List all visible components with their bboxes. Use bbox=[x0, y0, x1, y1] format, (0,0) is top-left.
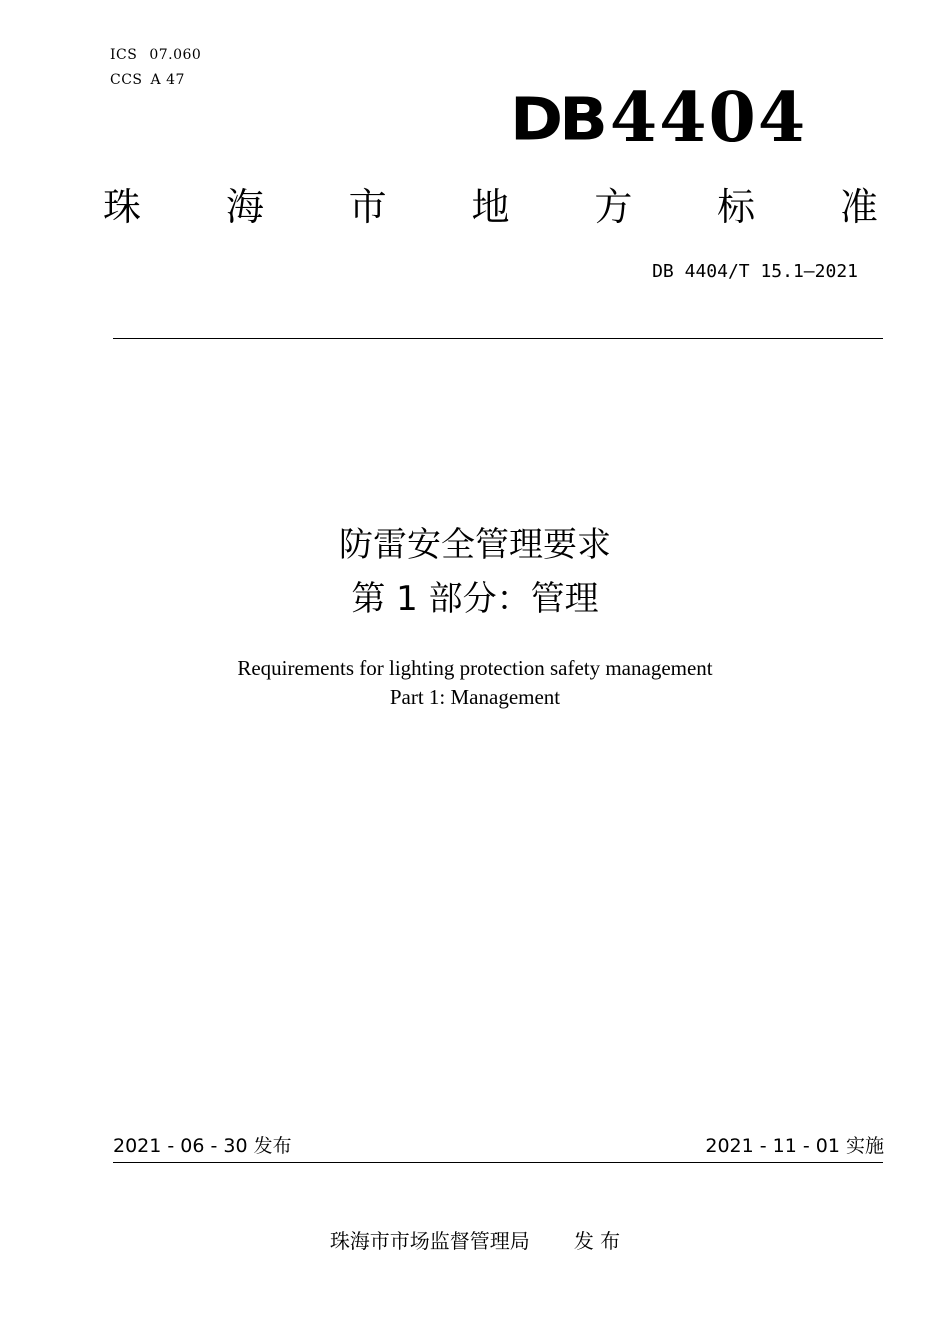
title-en-line2: Part 1: Management bbox=[389, 685, 561, 709]
standard-type-char: 珠 bbox=[103, 185, 142, 229]
publisher-action: 发 布 bbox=[573, 1229, 621, 1253]
standard-number: DB 4404/T 15.1—2021 bbox=[652, 261, 858, 282]
standard-type-heading bbox=[103, 184, 878, 230]
db-logo-letters: DB bbox=[510, 85, 604, 155]
effective-date: 2021 - 11 - 01 实施 bbox=[705, 1135, 884, 1157]
standard-type-char: 海 bbox=[225, 185, 264, 229]
publisher-name: 珠海市市场监督管理局 bbox=[329, 1229, 530, 1253]
title-block-zh bbox=[0, 518, 950, 626]
ics-label: ICS bbox=[110, 47, 138, 63]
title-zh-line1: 防雷安全管理要求 bbox=[339, 525, 611, 565]
top-divider bbox=[113, 338, 883, 339]
standard-type-char: 市 bbox=[348, 185, 387, 229]
title-block-en bbox=[0, 654, 950, 712]
title-en-line1: Requirements for lighting protection safety management bbox=[237, 656, 713, 680]
publish-date: 2021 - 06 - 30 发布 bbox=[113, 1135, 292, 1157]
ccs-label: CCS bbox=[110, 72, 143, 88]
db-logo-number: 4404 bbox=[609, 78, 808, 158]
title-zh-line2: 第 1 部分：管理 bbox=[351, 579, 599, 619]
ccs-code: A 47 bbox=[150, 72, 185, 88]
ics-line bbox=[110, 46, 201, 64]
ccs-line bbox=[110, 71, 185, 89]
standard-type-char: 方 bbox=[594, 185, 633, 229]
standard-type-char: 准 bbox=[839, 185, 878, 229]
publisher-line bbox=[0, 1226, 950, 1256]
standard-type-char: 地 bbox=[471, 185, 510, 229]
bottom-divider bbox=[113, 1162, 883, 1163]
ics-code: 07.060 bbox=[149, 47, 202, 63]
db-logo bbox=[510, 78, 808, 158]
standard-type-char: 标 bbox=[717, 185, 756, 229]
